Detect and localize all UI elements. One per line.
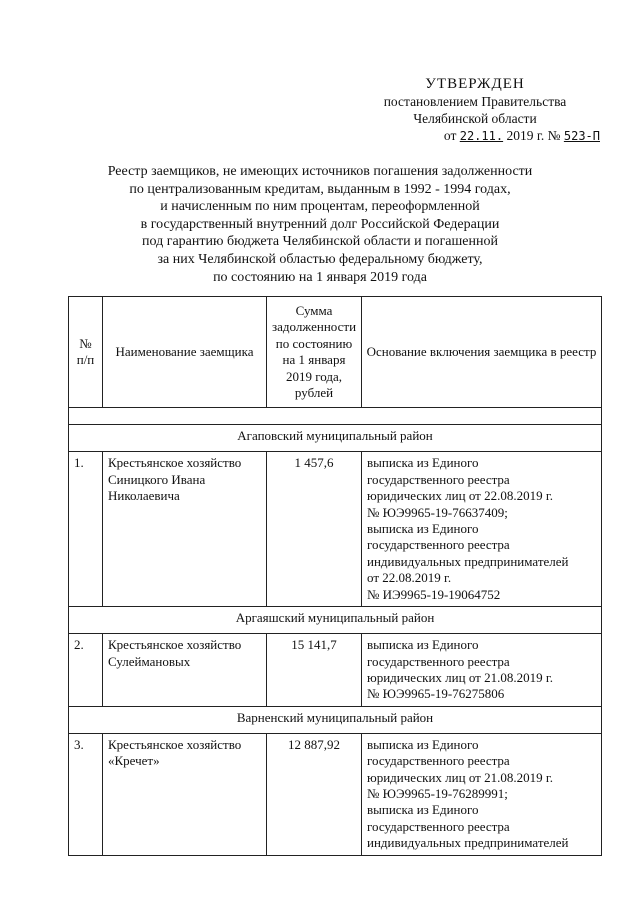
registry-title-line: и начисленным по ним процентам, переоформленной — [160, 199, 480, 215]
spacer-row — [69, 408, 602, 425]
approval-date-line — [340, 127, 610, 145]
basis-line: от 22.08.2019 г. — [367, 570, 452, 586]
approval-title: УТВЕРЖДЕН — [425, 76, 525, 92]
basis-line: выписка из Единого — [367, 455, 479, 471]
header-basis: Основание включения заемщика в реестр — [362, 297, 602, 408]
row-basis — [362, 452, 602, 607]
table-row — [69, 733, 602, 855]
basis-line: выписка из Единого — [367, 637, 479, 653]
header-name: Наименование заемщика — [103, 297, 267, 408]
spacer-cell — [69, 408, 602, 425]
approval-stamp — [340, 76, 610, 145]
basis-line: выписка из Единого — [367, 736, 479, 752]
basis-line: государственного реестра — [367, 653, 510, 669]
basis-line: государственного реестра — [367, 818, 510, 834]
header-sum: Сумма задолженности по состоянию на 1 января 2019 года, рублей — [267, 297, 362, 408]
row-sum: 15 141,7 — [267, 634, 362, 707]
row-basis — [362, 733, 602, 855]
registry-title — [60, 163, 580, 286]
basis-line: государственного реестра — [367, 537, 510, 553]
approval-year: 2019 г. № — [506, 128, 561, 143]
registry-title-line: под гарантию бюджета Челябинской области и погашенной — [142, 234, 498, 250]
table-row — [69, 452, 602, 607]
district-row — [69, 706, 602, 733]
basis-line: индивидуальных предпринимателей — [367, 553, 569, 569]
row-name: Крестьянское хозяйство «Кречет» — [103, 733, 267, 855]
row-num: 1. — [69, 452, 103, 607]
approval-date-value: 22.11. — [459, 129, 504, 143]
basis-line: № ЮЭ9965-19-76275806 — [367, 686, 505, 702]
basis-line: государственного реестра — [367, 753, 510, 769]
basis-line: юридических лиц от 22.08.2019 г. — [367, 488, 553, 504]
registry-title-line: Реестр заемщиков, не имеющих источников погашения задолженности — [107, 164, 533, 179]
approval-line-1: постановлением Правительства — [383, 94, 567, 109]
table-row — [69, 634, 602, 707]
basis-line: выписка из Единого — [367, 802, 479, 818]
registry-title-line: за них Челябинской областью федеральному бюджету, — [157, 251, 483, 267]
row-num: 2. — [69, 634, 103, 707]
registry-title-line: по состоянию на 1 января 2019 года — [213, 269, 427, 285]
basis-line: выписка из Единого — [367, 521, 479, 537]
table-header-row — [69, 297, 602, 408]
row-name: Крестьянское хозяйство Синицкого Ивана Николаевича — [103, 452, 267, 607]
basis-line: № ЮЭ9965-19-76637409; — [367, 504, 508, 520]
approval-date-prefix: от — [443, 128, 457, 143]
basis-line: юридических лиц от 21.08.2019 г. — [367, 769, 553, 785]
row-num: 3. — [69, 733, 103, 855]
row-name: Крестьянское хозяйство Сулеймановых — [103, 634, 267, 707]
approval-number: 523-П — [563, 129, 600, 143]
row-sum: 1 457,6 — [267, 452, 362, 607]
district-row — [69, 425, 602, 452]
registry-title-line: в государственный внутренний долг Российской Федерации — [140, 216, 500, 232]
header-num: № п/п — [69, 297, 103, 408]
district-row — [69, 607, 602, 634]
approval-line-2: Челябинской области — [413, 111, 537, 126]
basis-line: государственного реестра — [367, 471, 510, 487]
district-name: Аргаяшский муниципальный район — [69, 607, 602, 634]
basis-line: юридических лиц от 21.08.2019 г. — [367, 669, 553, 685]
row-sum: 12 887,92 — [267, 733, 362, 855]
basis-line: индивидуальных предпринимателей — [367, 835, 569, 851]
basis-line: № ИЭ9965-19-19064752 — [367, 586, 501, 602]
district-name: Агаповский муниципальный район — [69, 425, 602, 452]
district-name: Варненский муниципальный район — [69, 706, 602, 733]
row-basis — [362, 634, 602, 707]
registry-title-line: по централизованным кредитам, выданным в 1992 - 1994 годах, — [129, 181, 511, 197]
registry-table — [68, 296, 602, 856]
basis-line: № ЮЭ9965-19-76289991; — [367, 785, 508, 801]
